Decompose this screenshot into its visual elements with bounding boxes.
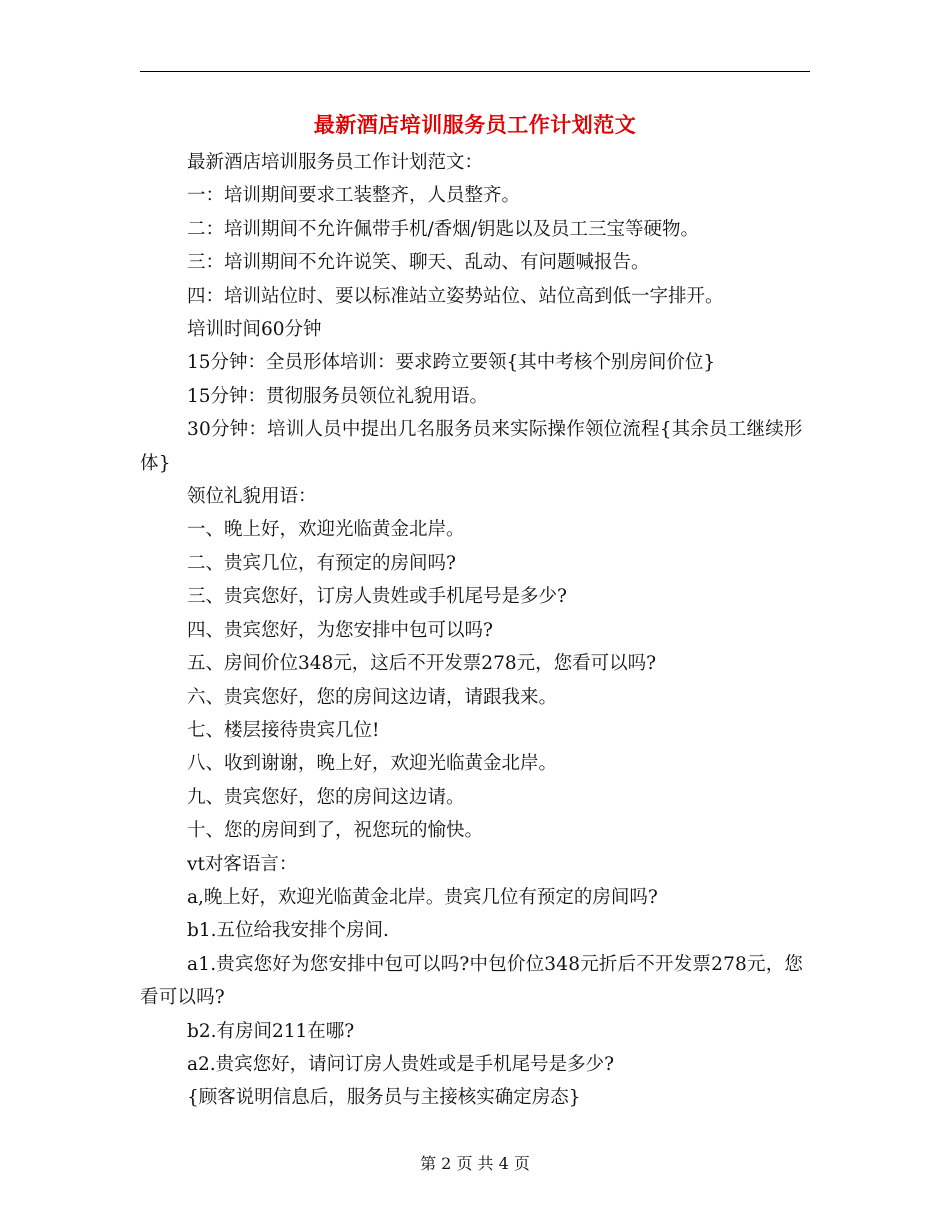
paragraph-intro: 最新酒店培训服务员工作计划范文： — [187, 152, 484, 173]
paragraph-rule-1: 一：培训期间要求工装整齐，人员整齐。 — [187, 185, 521, 207]
paragraph-dialogue-b2: b2.有房间211在哪? — [187, 1020, 355, 1042]
paragraph-phrase-6: 六、贵宾您好，您的房间这边请，请跟我来。 — [187, 686, 558, 708]
paragraph-phrase-10: 十、您的房间到了，祝您玩的愉快。 — [187, 820, 484, 842]
paragraph-phrase-3: 三、贵宾您好，订房人贵姓或手机尾号是多少? — [187, 586, 567, 608]
paragraph-rule-4: 四：培训站位时、要以标准站立姿势站位、站位高到低一字排开。 — [187, 285, 724, 307]
paragraph-training-time: 培训时间60分钟 — [187, 319, 322, 341]
header-rule — [140, 71, 810, 72]
paragraph-schedule-3: 30分钟：培训人员中提出几名服务员来实际操作领位流程{其余员工继续形体} — [140, 419, 803, 474]
paragraph-phrase-7: 七、楼层接待贵宾几位! — [187, 719, 380, 741]
paragraph-phrases-heading: 领位礼貌用语： — [187, 486, 317, 508]
paragraph-dialogue-b1: b1.五位给我安排个房间. — [187, 920, 389, 942]
paragraph-phrase-2: 二、贵宾几位，有预定的房间吗? — [187, 552, 456, 574]
paragraph-phrase-9: 九、贵宾您好，您的房间这边请。 — [187, 786, 465, 808]
paragraph-dialogue-a: a,晚上好，欢迎光临黄金北岸。贵宾几位有预定的房间吗? — [187, 886, 658, 908]
document-title: 最新酒店培训服务员工作计划范文 — [313, 112, 637, 137]
paragraph-phrase-4: 四、贵宾您好，为您安排中包可以吗? — [187, 619, 493, 641]
paragraph-phrase-8: 八、收到谢谢，晚上好，欢迎光临黄金北岸。 — [187, 753, 558, 775]
paragraph-dialogue-a2: a2.贵宾您好，请问订房人贵姓或是手机尾号是多少? — [187, 1053, 615, 1075]
paragraph-rule-2: 二：培训期间不允许佩带手机/香烟/钥匙以及员工三宝等硬物。 — [187, 218, 699, 240]
page-number: 第 2 页 共 4 页 — [420, 1154, 530, 1173]
paragraph-dialogue-note: {顾客说明信息后，服务员与主接核实确定房态} — [187, 1087, 581, 1109]
document-body — [140, 146, 812, 1115]
paragraph-schedule-2: 15分钟：贯彻服务员领位礼貌用语。 — [187, 385, 489, 407]
paragraph-phrase-1: 一、晚上好，欢迎光临黄金北岸。 — [187, 519, 465, 541]
paragraph-schedule-1: 15分钟：全员形体培训：要求跨立要领{其中考核个别房间价位} — [187, 352, 716, 374]
paragraph-dialogue-a1: a1.贵宾您好为您安排中包可以吗?中包价位348元折后不开发票278元，您看可以吗? — [140, 953, 804, 1009]
paragraph-rule-3: 三：培训期间不允许说笑、聊天、乱动、有问题喊报告。 — [187, 252, 650, 274]
paragraph-phrase-5: 五、房间价位348元，这后不开发票278元，您看可以吗? — [187, 653, 657, 675]
paragraph-dialogue-heading: vt对客语言： — [187, 853, 298, 875]
